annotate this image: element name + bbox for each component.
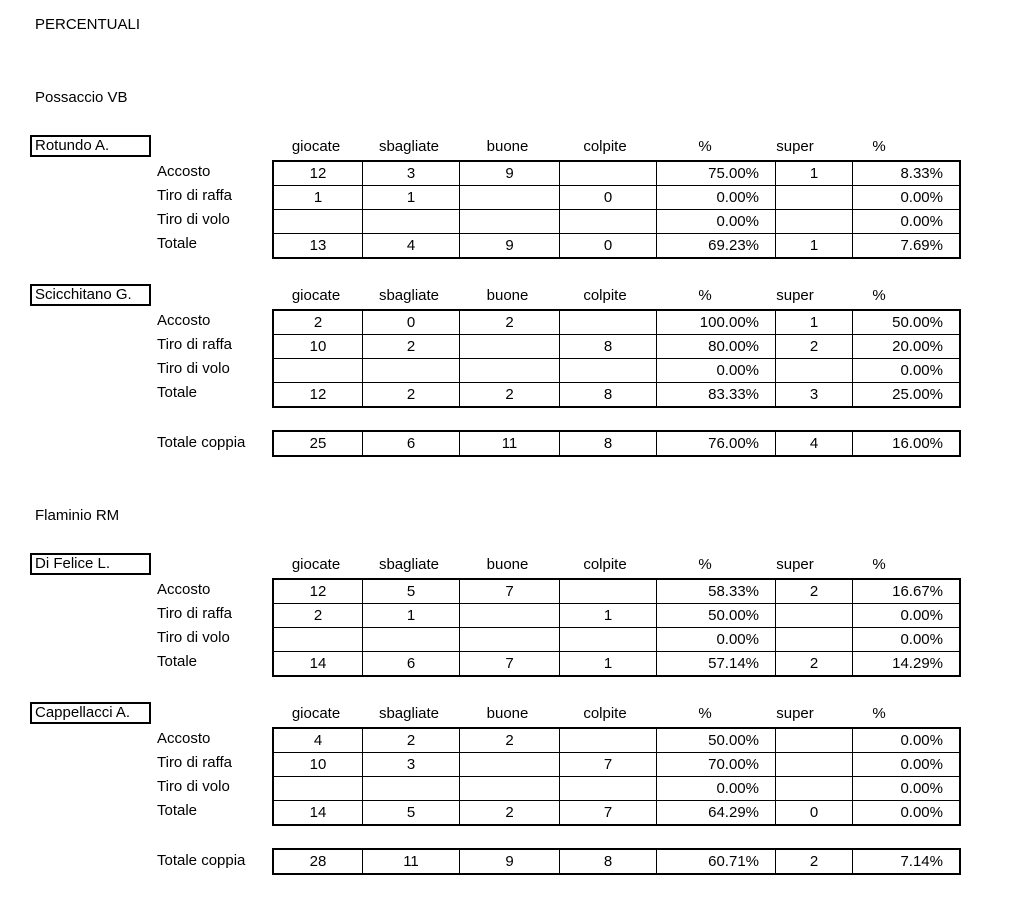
column-header: % (698, 705, 712, 722)
table-cell: 4 (363, 234, 460, 259)
table-cell: 7 (560, 753, 657, 777)
column-header: sbagliate (378, 556, 440, 573)
table-cell: 12 (273, 383, 363, 408)
team-name: Flaminio RM (35, 507, 120, 524)
table-cell: 2 (776, 652, 853, 677)
table-cell (776, 210, 853, 234)
table-row (273, 210, 960, 234)
table-cell: 7 (560, 801, 657, 826)
table-row (273, 628, 960, 652)
table-row (273, 359, 960, 383)
table-cell: 2 (460, 801, 560, 826)
team-name: Possaccio VB (35, 89, 128, 106)
table-cell: 2 (363, 728, 460, 753)
table-row (273, 335, 960, 359)
table-cell: 8 (560, 383, 657, 408)
table-cell: 0.00% (657, 777, 776, 801)
row-label: Tiro di raffa (157, 187, 233, 204)
table-cell: 2 (776, 335, 853, 359)
row-label: Tiro di raffa (157, 605, 233, 622)
table-cell: 0 (776, 801, 853, 826)
table-row (273, 777, 960, 801)
table-cell (363, 628, 460, 652)
table-cell (776, 728, 853, 753)
table-cell: 8 (560, 335, 657, 359)
column-header: % (698, 138, 712, 155)
table-cell (776, 186, 853, 210)
table-cell (560, 310, 657, 335)
row-label: Tiro di raffa (157, 754, 233, 771)
table-cell: 0.00% (853, 801, 961, 826)
table-cell: 2 (460, 728, 560, 753)
table-cell (776, 604, 853, 628)
table-cell: 5 (363, 579, 460, 604)
column-header: buone (486, 287, 529, 304)
row-label: Accosto (157, 730, 211, 747)
table-cell: 11 (363, 849, 460, 874)
table-cell: 11 (460, 431, 560, 456)
player-name-box: Scicchitano G. (30, 284, 151, 306)
table-cell: 0.00% (853, 359, 961, 383)
row-label: Accosto (157, 163, 211, 180)
table-cell: 76.00% (657, 431, 776, 456)
row-label: Tiro di raffa (157, 336, 233, 353)
column-header: buone (486, 705, 529, 722)
table-cell: 8.33% (853, 161, 961, 186)
column-header: giocate (291, 556, 341, 573)
row-label: Accosto (157, 581, 211, 598)
table-cell: 25.00% (853, 383, 961, 408)
table-cell: 50.00% (657, 604, 776, 628)
table-cell: 8 (560, 849, 657, 874)
stats-table (272, 309, 961, 408)
table-cell (460, 335, 560, 359)
table-cell: 0.00% (657, 210, 776, 234)
table-row (273, 753, 960, 777)
table-cell: 1 (560, 604, 657, 628)
row-label: Accosto (157, 312, 211, 329)
table-cell: 2 (273, 310, 363, 335)
table-cell: 0 (363, 310, 460, 335)
pair-total-label: Totale coppia (157, 852, 246, 869)
table-cell: 20.00% (853, 335, 961, 359)
table-cell: 69.23% (657, 234, 776, 259)
table-cell: 0.00% (853, 210, 961, 234)
row-label: Tiro di volo (157, 360, 230, 377)
table-cell: 2 (776, 849, 853, 874)
table-cell (560, 628, 657, 652)
column-header: % (872, 556, 886, 573)
table-cell: 2 (460, 383, 560, 408)
table-cell: 50.00% (657, 728, 776, 753)
table-cell (273, 628, 363, 652)
table-cell: 0.00% (853, 186, 961, 210)
table-cell: 57.14% (657, 652, 776, 677)
table-cell (363, 777, 460, 801)
table-cell: 70.00% (657, 753, 776, 777)
column-header: super (776, 138, 814, 155)
stats-table (272, 727, 961, 826)
table-cell (776, 777, 853, 801)
table-cell: 2 (273, 604, 363, 628)
column-header: % (698, 287, 712, 304)
column-header: super (776, 287, 814, 304)
pair-total-label: Totale coppia (157, 434, 246, 451)
pair-total-table (272, 430, 961, 457)
table-cell: 50.00% (853, 310, 961, 335)
table-cell: 16.00% (853, 431, 961, 456)
table-cell: 7.69% (853, 234, 961, 259)
table-row (273, 849, 960, 874)
table-cell (560, 359, 657, 383)
table-cell: 3 (776, 383, 853, 408)
table-cell: 14 (273, 801, 363, 826)
column-header: colpite (583, 556, 627, 573)
table-cell: 5 (363, 801, 460, 826)
table-cell (273, 210, 363, 234)
row-label: Totale (157, 384, 198, 401)
table-cell: 13 (273, 234, 363, 259)
table-row (273, 161, 960, 186)
table-cell: 6 (363, 431, 460, 456)
table-cell: 3 (363, 161, 460, 186)
column-header: colpite (583, 138, 627, 155)
table-row (273, 431, 960, 456)
table-cell (560, 210, 657, 234)
table-cell: 1 (560, 652, 657, 677)
row-label: Totale (157, 653, 198, 670)
table-cell: 0.00% (853, 604, 961, 628)
column-header: % (872, 138, 886, 155)
table-cell: 9 (460, 234, 560, 259)
table-cell: 2 (363, 383, 460, 408)
table-cell: 100.00% (657, 310, 776, 335)
table-cell: 75.00% (657, 161, 776, 186)
table-cell: 1 (776, 161, 853, 186)
page-title: PERCENTUALI (35, 16, 141, 33)
row-label: Totale (157, 235, 198, 252)
table-cell: 0.00% (657, 359, 776, 383)
table-cell: 0.00% (657, 186, 776, 210)
player-name-box: Di Felice L. (30, 553, 151, 575)
table-cell: 10 (273, 335, 363, 359)
column-header: sbagliate (378, 287, 440, 304)
column-header: giocate (291, 287, 341, 304)
table-cell: 8 (560, 431, 657, 456)
table-cell (460, 777, 560, 801)
table-row (273, 652, 960, 677)
table-cell (560, 161, 657, 186)
table-cell: 14 (273, 652, 363, 677)
table-cell (460, 186, 560, 210)
table-cell: 16.67% (853, 579, 961, 604)
pair-total-table (272, 848, 961, 875)
table-cell (560, 579, 657, 604)
table-cell: 1 (776, 234, 853, 259)
column-header: buone (486, 138, 529, 155)
table-cell: 3 (363, 753, 460, 777)
column-header: giocate (291, 705, 341, 722)
table-cell: 9 (460, 849, 560, 874)
table-cell: 7 (460, 652, 560, 677)
table-cell (363, 359, 460, 383)
table-cell (273, 359, 363, 383)
table-cell (460, 628, 560, 652)
table-cell: 25 (273, 431, 363, 456)
table-cell: 83.33% (657, 383, 776, 408)
column-header: super (776, 705, 814, 722)
row-label: Totale (157, 802, 198, 819)
table-cell: 9 (460, 161, 560, 186)
table-cell: 1 (363, 186, 460, 210)
table-cell: 1 (776, 310, 853, 335)
table-cell: 0.00% (853, 628, 961, 652)
table-cell: 4 (273, 728, 363, 753)
table-cell: 2 (460, 310, 560, 335)
column-header: colpite (583, 705, 627, 722)
table-cell: 2 (363, 335, 460, 359)
table-cell: 0.00% (853, 753, 961, 777)
table-row (273, 310, 960, 335)
column-header: colpite (583, 287, 627, 304)
table-cell: 1 (363, 604, 460, 628)
table-row (273, 801, 960, 826)
table-cell: 58.33% (657, 579, 776, 604)
table-cell: 1 (273, 186, 363, 210)
stats-table (272, 578, 961, 677)
column-header: giocate (291, 138, 341, 155)
table-cell: 80.00% (657, 335, 776, 359)
table-cell (776, 753, 853, 777)
table-row (273, 728, 960, 753)
table-cell: 12 (273, 161, 363, 186)
player-name-box: Cappellacci A. (30, 702, 151, 724)
table-cell: 7.14% (853, 849, 961, 874)
column-header: % (872, 287, 886, 304)
table-cell (560, 728, 657, 753)
row-label: Tiro di volo (157, 211, 230, 228)
table-cell: 60.71% (657, 849, 776, 874)
table-cell: 64.29% (657, 801, 776, 826)
table-cell: 0.00% (853, 777, 961, 801)
table-row (273, 383, 960, 408)
table-cell: 2 (776, 579, 853, 604)
column-header: % (698, 556, 712, 573)
table-cell: 12 (273, 579, 363, 604)
player-name-box: Rotundo A. (30, 135, 151, 157)
column-header: buone (486, 556, 529, 573)
table-row (273, 604, 960, 628)
table-cell (460, 604, 560, 628)
table-row (273, 186, 960, 210)
table-cell: 10 (273, 753, 363, 777)
row-label: Tiro di volo (157, 629, 230, 646)
table-row (273, 234, 960, 259)
table-cell (460, 359, 560, 383)
table-cell: 28 (273, 849, 363, 874)
column-header: % (872, 705, 886, 722)
table-cell: 6 (363, 652, 460, 677)
table-cell: 14.29% (853, 652, 961, 677)
column-header: sbagliate (378, 138, 440, 155)
table-cell: 7 (460, 579, 560, 604)
table-cell (776, 359, 853, 383)
table-row (273, 579, 960, 604)
row-label: Tiro di volo (157, 778, 230, 795)
stats-table (272, 160, 961, 259)
column-header: sbagliate (378, 705, 440, 722)
table-cell (460, 210, 560, 234)
table-cell (363, 210, 460, 234)
table-cell: 0.00% (853, 728, 961, 753)
table-cell: 0 (560, 186, 657, 210)
column-header: super (776, 556, 814, 573)
table-cell (273, 777, 363, 801)
table-cell: 0 (560, 234, 657, 259)
table-cell (560, 777, 657, 801)
table-cell: 0.00% (657, 628, 776, 652)
table-cell (460, 753, 560, 777)
table-cell (776, 628, 853, 652)
table-cell: 4 (776, 431, 853, 456)
